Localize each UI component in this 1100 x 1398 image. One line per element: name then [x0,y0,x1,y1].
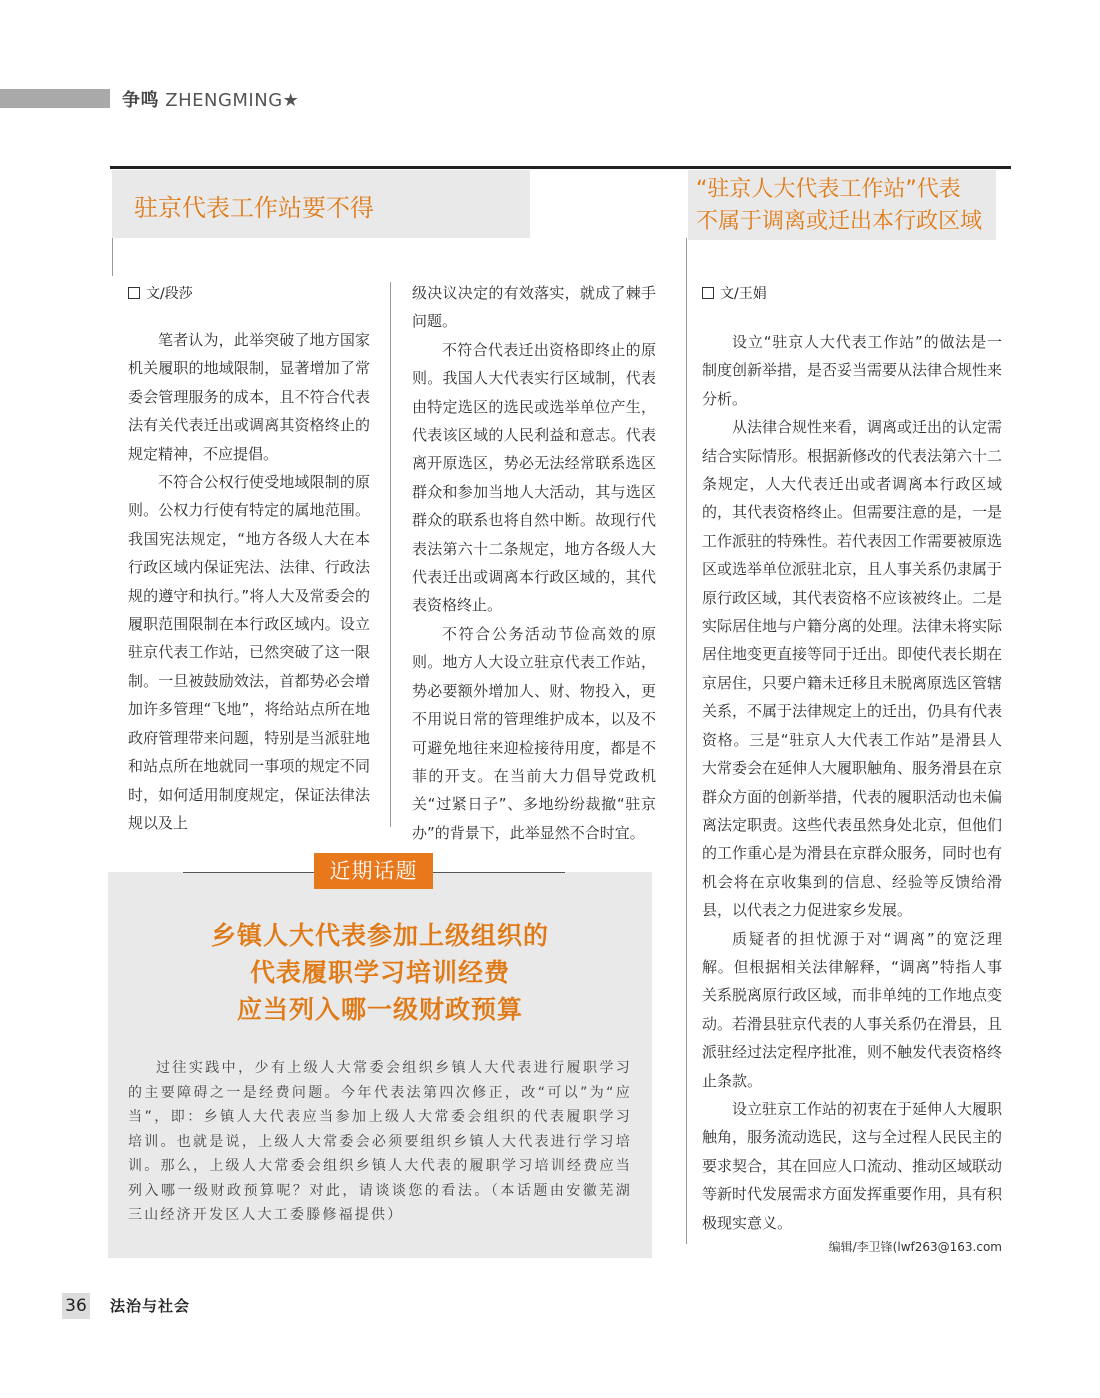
topic-rule-right [433,872,565,873]
left-article-title: 驻京代表工作站要不得 [134,194,374,222]
right-article-column [702,328,1002,1237]
paragraph: 设立“驻京人大代表工作站”的做法是一制度创新举措，是否妥当需要从法律合规性来分析。 [702,333,1003,408]
right-article-byline: 文/王娟 [702,284,767,304]
topic-rule-left [183,872,314,873]
left-article-byline: 文/段莎 [128,284,193,304]
paragraph: 不符合公权行使受地域限制的原则。公权力行使有特定的属地范围。我国宪法规定，“地方各级人大在本行政区域内保证宪法、法律、行政法规的遵守和执行。”将人大及常委会的履职范围限制在本行政区域内。设立驻京代表工作站，已然突破了这一限制。一旦被鼓励效法，首都势必会增加许多管理“飞地”，将给站点所在地政府管理带来问题，特别是当派驻地和站点所在地就同一事项的规定不同时，如何适用制度规定，保证法律法规以及上 [128,473,370,832]
square-bullet-icon [702,287,714,299]
right-article-title-line2: 不属于调离或迁出本行政区域 [696,209,983,234]
paragraph: 从法律合规性来看，调离或迁出的认定需结合实际情形。根据新修改的代表法第六十二条规定，人大代表迁出或者调离本行政区域的，其代表资格终止。但需要注意的是，一是工作派驻的特殊性。若代表因工作需要被原选区或选举单位派驻北京，且人事关系仍隶属于原行政区域，其代表资格不应该被终止。二是实际居住地与户籍分离的处理。法律未将实际居住地变更直接等同于迁出。即使代表长期在京居住，只要户籍未迁移且未脱离原选区管辖关系，不属于法律规定上的迁出，仍具有代表资格。三是“驻京人大代表工作站”是滑县人大常委会在延伸人大履职触角、服务滑县在京群众方面的创新举措，代表的履职活动也未偏离法定职责。这些代表虽然身处北京，但他们的工作重心是为滑县在京群众服务，同时也有机会将在京收集到的信息、经验等反馈给滑县，以代表之力促进家乡发展。 [702,418,1003,920]
column-divider-right [686,238,687,1244]
topic-title-line2: 代表履职学习培训经费 [249,958,510,987]
left-border-line [112,238,113,276]
column-divider-left [390,282,391,827]
section-name-en: ZHENGMING [165,90,283,111]
section-name-cn: 争鸣 [122,90,159,111]
topic-tag: 近期话题 [314,853,433,889]
topic-body [128,1056,632,1228]
topic-title-line1: 乡镇人大代表参加上级组织的 [210,921,549,950]
top-rule [110,166,1011,169]
paragraph: 级决议决定的有效落实，就成了棘手问题。 [412,284,656,331]
paragraph: 笔者认为，此举突破了地方国家机关履职的地域限制，显著增加了常委会管理服务的成本，且不符合代表法有关代表迁出或调离其资格终止的规定精神，不应提倡。 [128,331,370,463]
star-icon: ★ [282,90,300,111]
page-number: 36 [65,1296,87,1316]
paragraph: 不符合公务活动节俭高效的原则。地方人大设立驻京代表工作站，势必要额外增加人、财、物投入，更不用说日常的管理维护成本，以及不可避免地往来迎检接待用度，都是不菲的开支。在当前大力倡导党政机关“过紧日子”、多地纷纷裁撤“驻京办”的背景下，此举显然不合时宜。 [412,624,656,842]
square-bullet-icon [128,287,140,299]
topic-title-line3: 应当列入哪一级财政预算 [236,995,523,1024]
paragraph: 质疑者的担忧源于对“调离”的宽泛理解。但根据相关法律解释，“调离”特指人事关系脱离原行政区域，而非单纯的工作地点变动。若滑县驻京代表的人事关系仍在滑县，且派驻经过法定程序批准，则不触发代表资格终止条款。 [702,929,1003,1090]
paragraph: 不符合代表迁出资格即终止的原则。我国人大代表实行区域制，代表由特定选区的选民或选举单位产生，代表该区域的人民利益和意志。代表离开原选区，势必无法经常联系选区群众和参加当地人大活动，其与选区群众的联系也将自然中断。故现行代表法第六十二条规定，地方各级人大代表迁出或调离本行政区域的，其代表资格终止。 [412,340,656,615]
right-article-title-line1: “驻京人大代表工作站”代表 [696,177,961,202]
magazine-name: 法治与社会 [110,1297,191,1315]
right-article-title-block [688,170,996,240]
section-color-bar [0,89,110,108]
section-header [122,86,299,112]
topic-paragraph: 过往实践中，少有上级人大常委会组织乡镇人大代表进行履职学习的主要障碍之一是经费问题。今年代表法第四次修正，改“可以”为“应当”，即：乡镇人大代表应当参加上级人大常委会组织的代表履职学习培训。也就是说，上级人大常委会必须要组织乡镇人大代表进行学习培训。那么，上级人大常委会组织乡镇人大代表的履职学习培训经费应当列入哪一级财政预算呢？对此，请谈谈您的看法。（本话题由安徽芜湖三山经济开发区人大工委滕修福提供） [128,1060,632,1223]
paragraph: 设立驻京工作站的初衷在于延伸人大履职触角，服务流动选民，这与全过程人民民主的要求契合，其在回应人口流动、推动区域联动等新时代发展需求方面发挥重要作用，具有积极现实意义。 [702,1099,1003,1232]
left-article-column-2 [412,279,656,847]
left-article-title-block [112,170,530,238]
left-article-column-1 [128,326,370,837]
editor-credit: 编辑/李卫锋(lwf263@163.com [828,1240,1002,1254]
